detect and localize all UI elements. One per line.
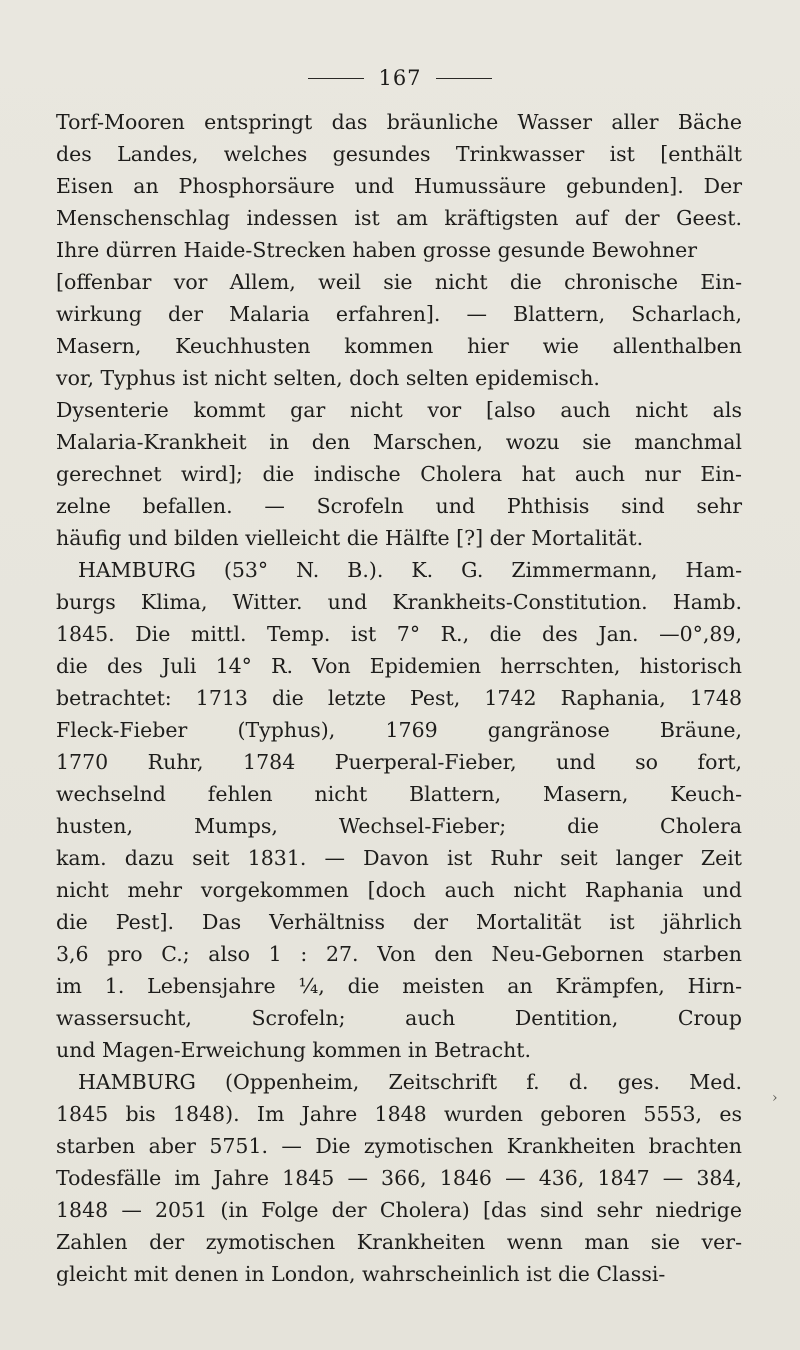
text-line: 1845 bis 1848). Im Jahre 1848 wurden geboren 5553, es xyxy=(56,1102,742,1126)
text-line: Todesfälle im Jahre 1845 — 366, 1846 — 436, 1847 — 384, xyxy=(56,1166,742,1190)
text-line: Torf-Mooren entspringt das bräunliche Wasser aller Bäche xyxy=(56,110,742,134)
text-line: Menschenschlag indessen ist am kräftigsten auf der Geest. xyxy=(56,206,742,230)
text-line: zelne befallen. — Scrofeln und Phthisis sind sehr xyxy=(56,494,742,518)
page-header xyxy=(0,66,800,90)
text-line: wassersucht, Scrofeln; auch Dentition, Croup xyxy=(56,1006,742,1030)
text-line: 3,6 pro C.; also 1 : 27. Von den Neu-Gebornen starben xyxy=(56,942,742,966)
text-line: Masern, Keuchhusten kommen hier wie allenthalben xyxy=(56,334,742,358)
header-rule-left xyxy=(308,78,364,79)
margin-mark: › xyxy=(772,1090,778,1106)
text-line: 1848 — 2051 (in Folge der Cholera) [das sind sehr niedrige xyxy=(56,1198,742,1222)
text-line: kam. dazu seit 1831. — Davon ist Ruhr seit langer Zeit xyxy=(56,846,742,870)
text-line: die Pest]. Das Verhältniss der Mortalität ist jährlich xyxy=(56,910,742,934)
text-line: die des Juli 14° R. Von Epidemien herrschten, historisch xyxy=(56,654,742,678)
text-line: starben aber 5751. — Die zymotischen Krankheiten brachten xyxy=(56,1134,742,1158)
text-line: Ihre dürren Haide-Strecken haben grosse gesunde Bewohner xyxy=(56,238,698,262)
text-line: Dysenterie kommt gar nicht vor [also auch nicht als xyxy=(56,398,742,422)
text-line: gleicht mit denen in London, wahrscheinlich ist die Classi- xyxy=(56,1262,666,1286)
text-line: Fleck-Fieber (Typhus), 1769 gangränose Bräune, xyxy=(56,718,742,742)
page-number: 167 xyxy=(378,66,422,90)
text-line: burgs Klima, Witter. und Krankheits-Constitution. Hamb. xyxy=(56,590,742,614)
text-line: [offenbar vor Allem, weil sie nicht die chronische Ein- xyxy=(56,270,742,294)
text-line: und Magen-Erweichung kommen in Betracht. xyxy=(56,1038,532,1062)
text-line: husten, Mumps, Wechsel-Fieber; die Cholera xyxy=(56,814,742,838)
text-line: 1845. Die mittl. Temp. ist 7° R., die des Jan. —0°,89, xyxy=(56,622,742,646)
text-line: des Landes, welches gesundes Trinkwasser ist [enthält xyxy=(56,142,742,166)
text-line: HAMBURG (53° N. B.). K. G. Zimmermann, Ham- xyxy=(78,558,742,582)
text-line: Eisen an Phosphorsäure und Humussäure gebunden]. Der xyxy=(56,174,742,198)
text-line: Zahlen der zymotischen Krankheiten wenn man sie ver- xyxy=(56,1230,742,1254)
text-line: HAMBURG (Oppenheim, Zeitschrift f. d. ges. Med. xyxy=(78,1070,742,1094)
text-line: wechselnd fehlen nicht Blattern, Masern, Keuch- xyxy=(56,782,742,806)
text-line: nicht mehr vorgekommen [doch auch nicht Raphania und xyxy=(56,878,742,902)
header-rule-right xyxy=(436,78,492,79)
text-line: wirkung der Malaria erfahren]. — Blattern, Scharlach, xyxy=(56,302,742,326)
text-line: 1770 Ruhr, 1784 Puerperal-Fieber, und so fort, xyxy=(56,750,742,774)
text-line: vor, Typhus ist nicht selten, doch selten epidemisch. xyxy=(56,366,600,390)
text-line: Malaria-Krankheit in den Marschen, wozu sie manchmal xyxy=(56,430,742,454)
text-line: im 1. Lebensjahre ¼, die meisten an Krämpfen, Hirn- xyxy=(56,974,742,998)
text-line: häufig und bilden vielleicht die Hälfte [?] der Mortalität. xyxy=(56,526,644,550)
text-line: betrachtet: 1713 die letzte Pest, 1742 Raphania, 1748 xyxy=(56,686,742,710)
text-line: gerechnet wird]; die indische Cholera hat auch nur Ein- xyxy=(56,462,742,486)
